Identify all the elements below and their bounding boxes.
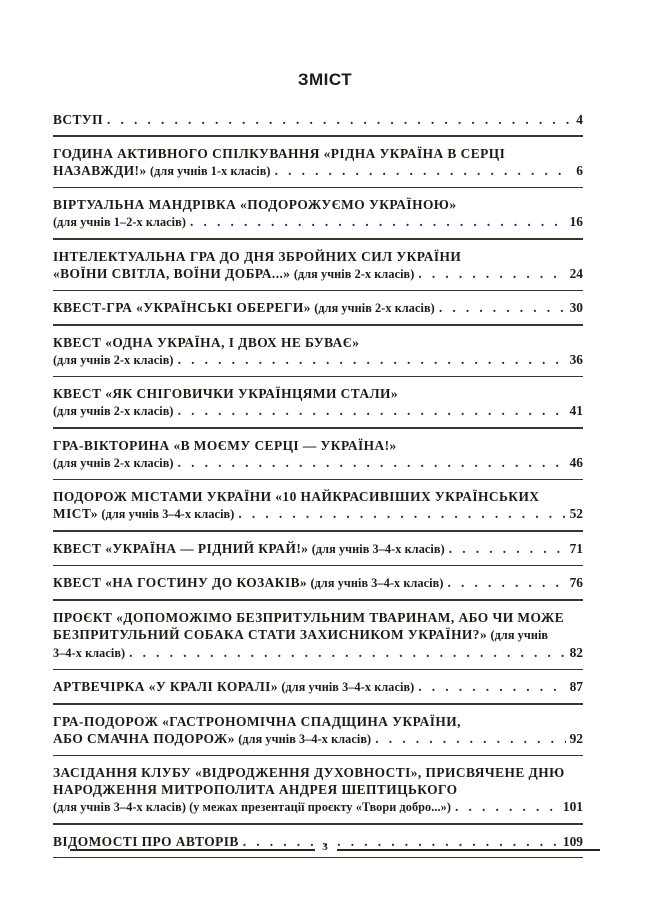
toc-leader-dots — [275, 162, 573, 179]
toc-entry-note: (для учнів 3–4-х класів) (у межах презентації проєкту «Твори добро...») — [53, 800, 452, 814]
toc-entry[interactable] — [53, 540, 583, 558]
toc-entry-title: ПОДОРОЖ МІСТАМИ УКРАЇНИ «10 НАЙКРАСИВІШИХ УКРАЇНСЬКИХ — [53, 489, 540, 504]
toc-line — [53, 574, 583, 592]
toc-page-number: 82 — [569, 644, 583, 660]
toc-entry[interactable] — [53, 385, 583, 420]
toc-separator — [53, 703, 583, 705]
toc-line — [53, 798, 583, 816]
toc-separator — [53, 857, 583, 859]
toc-entry[interactable] — [53, 574, 583, 592]
toc-line — [53, 385, 583, 402]
toc-separator — [53, 376, 583, 378]
toc-line — [53, 145, 583, 162]
toc-separator — [53, 187, 583, 189]
toc-entry-title: ГРА-ВІКТОРИНА «В МОЄМУ СЕРЦІ — УКРАЇНА!» — [53, 437, 397, 453]
toc-page-number: 109 — [562, 833, 583, 849]
toc-entry-note: (для учнів 2-х класів) — [53, 404, 174, 418]
toc-entry-title: КВЕСТ «ЯК СНІГОВИЧКИ УКРАЇНЦЯМИ СТАЛИ» — [53, 386, 399, 401]
toc-line — [53, 351, 583, 369]
toc-entry[interactable] — [53, 764, 583, 816]
toc-entry[interactable] — [53, 248, 583, 283]
toc-line — [53, 764, 583, 781]
toc-leader-dots — [178, 351, 566, 368]
toc-entry-title: ВСТУП — [53, 112, 104, 127]
toc-entry[interactable] — [53, 299, 583, 317]
toc-entry-note: (для учнів 2-х класів) — [53, 352, 174, 367]
toc-entry[interactable] — [53, 196, 583, 231]
toc-entry-note: (для учнів — [490, 627, 549, 642]
toc-entry-title: ПРОЄКТ «ДОПОМОЖІМО БЕЗПРИТУЛЬНИМ ТВАРИНАМ, АБО ЧИ МОЖЕ — [53, 609, 565, 625]
toc-line — [53, 248, 583, 265]
toc-line — [53, 111, 583, 128]
toc-line — [53, 678, 583, 696]
toc-page-number: 36 — [569, 351, 583, 367]
toc-entry[interactable] — [53, 713, 583, 748]
toc-page-number: 92 — [569, 730, 583, 746]
toc-line — [53, 299, 583, 317]
toc-entry-title: ІНТЕЛЕКТУАЛЬНА ГРА ДО ДНЯ ЗБРОЙНИХ СИЛ УКРАЇНИ — [53, 248, 462, 264]
toc-leader-dots — [439, 299, 566, 316]
toc-separator — [53, 823, 583, 825]
toc-page-number: 101 — [562, 799, 583, 814]
toc-entry[interactable] — [53, 678, 583, 696]
toc-entry-title: ЗАСІДАННЯ КЛУБУ «ВІДРОДЖЕННЯ ДУХОВНОСТІ», ПРИСВЯЧЕНЕ ДНЮ — [53, 765, 565, 780]
toc-line — [53, 644, 583, 662]
toc-entry[interactable] — [53, 111, 583, 128]
toc-line — [53, 730, 583, 748]
toc-line — [53, 162, 583, 180]
toc-page-number: 41 — [569, 403, 583, 418]
toc-entry-note: (для учнів 2-х класів) — [314, 301, 435, 315]
toc-entry[interactable] — [53, 609, 583, 662]
toc-page-number: 6 — [576, 162, 583, 178]
toc-entry-title: АРТВЕЧІРКА «У КРАЛІ КОРАЛІ» — [53, 679, 278, 694]
toc-leader-dots — [375, 730, 565, 747]
toc-entry-note: (для учнів 2-х класів) — [293, 266, 415, 281]
toc-separator — [53, 565, 583, 567]
toc-line — [53, 626, 583, 644]
toc-entry-title: НАРОДЖЕННЯ МИТРОПОЛИТА АНДРЕЯ ШЕПТИЦЬКОГО — [53, 782, 458, 797]
toc-entry-title: КВЕСТ «ОДНА УКРАЇНА, І ДВОХ НЕ БУВАЄ» — [53, 334, 360, 350]
toc-leader-dots — [107, 111, 572, 128]
toc-line — [53, 454, 583, 472]
toc-leader-dots — [455, 798, 559, 815]
toc-page-number: 87 — [569, 679, 583, 694]
toc-page-number: 76 — [569, 575, 583, 590]
toc-page-number: 16 — [569, 214, 583, 229]
toc-entry-note: (для учнів 2-х класів) — [53, 455, 174, 470]
toc-entry-note: (для учнів 3–4-х класів) — [311, 541, 445, 556]
toc-entry-title: БЕЗПРИТУЛЬНИЙ СОБАКА СТАТИ ЗАХИСНИКОМ УКРАЇНИ?» — [53, 626, 488, 642]
toc-entry-note: 3–4-х класів) — [53, 645, 126, 660]
toc-line — [53, 334, 583, 351]
toc-line — [53, 505, 583, 523]
toc-leader-dots — [129, 644, 565, 661]
toc-separator — [53, 290, 583, 292]
toc-entry[interactable] — [53, 145, 583, 180]
toc-line — [53, 488, 583, 505]
toc-line — [53, 213, 583, 231]
toc-leader-dots — [178, 454, 566, 471]
toc-page-number: 4 — [576, 112, 583, 127]
toc-entry-note: (для учнів 3–4-х класів) — [310, 576, 444, 590]
toc-separator — [53, 135, 583, 137]
toc-entry-note: (для учнів 1-х класів) — [149, 163, 271, 178]
toc-page-number: 71 — [569, 540, 583, 556]
toc-line — [53, 196, 583, 213]
toc-entry-title: «ВОЇНИ СВІТЛА, ВОЇНИ ДОБРА...» — [53, 265, 291, 281]
toc-line — [53, 437, 583, 454]
toc-entry-note: (для учнів 3–4-х класів) — [238, 731, 372, 746]
page-title: ЗМІСТ — [297, 70, 353, 89]
toc-line — [53, 713, 583, 730]
toc-page-number: 30 — [569, 300, 583, 315]
toc-line — [53, 265, 583, 283]
toc-separator — [53, 755, 583, 757]
toc-entry-title: ВІДОМОСТІ ПРО АВТОРІВ — [53, 833, 239, 849]
toc-entry-title: ГОДИНА АКТИВНОГО СПІЛКУВАННЯ «РІДНА УКРАЇНА В СЕРЦІ — [53, 145, 506, 161]
toc-line — [53, 781, 583, 798]
toc-page-number: 46 — [569, 454, 583, 470]
toc-entry[interactable] — [53, 488, 583, 523]
toc-entry-title: КВЕСТ «НА ГОСТИНУ ДО КОЗАКІВ» — [53, 575, 308, 590]
toc-entry-note: (для учнів 3–4-х класів) — [101, 507, 235, 521]
footer-page-number: 3 — [322, 841, 328, 853]
toc-leader-dots — [418, 265, 565, 282]
toc-separator — [53, 427, 583, 429]
toc-line — [53, 540, 583, 558]
toc-line — [53, 609, 583, 626]
toc-leader-dots — [418, 678, 565, 695]
toc-entry-title: КВЕСТ «УКРАЇНА — РІДНИЙ КРАЙ!» — [53, 540, 309, 556]
toc-entry[interactable] — [53, 334, 583, 369]
toc-page-number: 52 — [569, 506, 583, 521]
toc-separator — [53, 669, 583, 671]
toc-separator — [53, 599, 583, 601]
toc-entry-note: (для учнів 3–4-х класів) — [281, 680, 415, 694]
table-of-contents — [53, 111, 583, 866]
toc-entry-title: ВІРТУАЛЬНА МАНДРІВКА «ПОДОРОЖУЄМО УКРАЇНОЮ» — [53, 197, 457, 212]
toc-separator — [53, 238, 583, 240]
toc-entry[interactable] — [53, 437, 583, 472]
toc-leader-dots — [178, 402, 566, 419]
toc-leader-dots — [190, 213, 566, 230]
toc-entry-note: (для учнів 1–2-х класів) — [53, 215, 186, 229]
toc-separator — [53, 479, 583, 481]
toc-entry-title: МІСТ» — [53, 506, 99, 521]
toc-entry-title: АБО СМАЧНА ПОДОРОЖ» — [53, 730, 235, 746]
toc-leader-dots — [447, 574, 565, 591]
toc-leader-dots — [449, 540, 566, 557]
toc-entry-title: ГРА-ПОДОРОЖ «ГАСТРОНОМІЧНА СПАДЩИНА УКРАЇНИ, — [53, 713, 461, 729]
toc-entry-title: НАЗАВЖДИ!» — [53, 162, 147, 178]
toc-separator — [53, 530, 583, 532]
toc-entry-title: КВЕСТ-ГРА «УКРАЇНСЬКІ ОБЕРЕГИ» — [53, 300, 311, 315]
toc-line — [53, 402, 583, 420]
toc-leader-dots — [238, 505, 565, 522]
toc-separator — [53, 324, 583, 326]
toc-page-number: 24 — [569, 265, 583, 281]
